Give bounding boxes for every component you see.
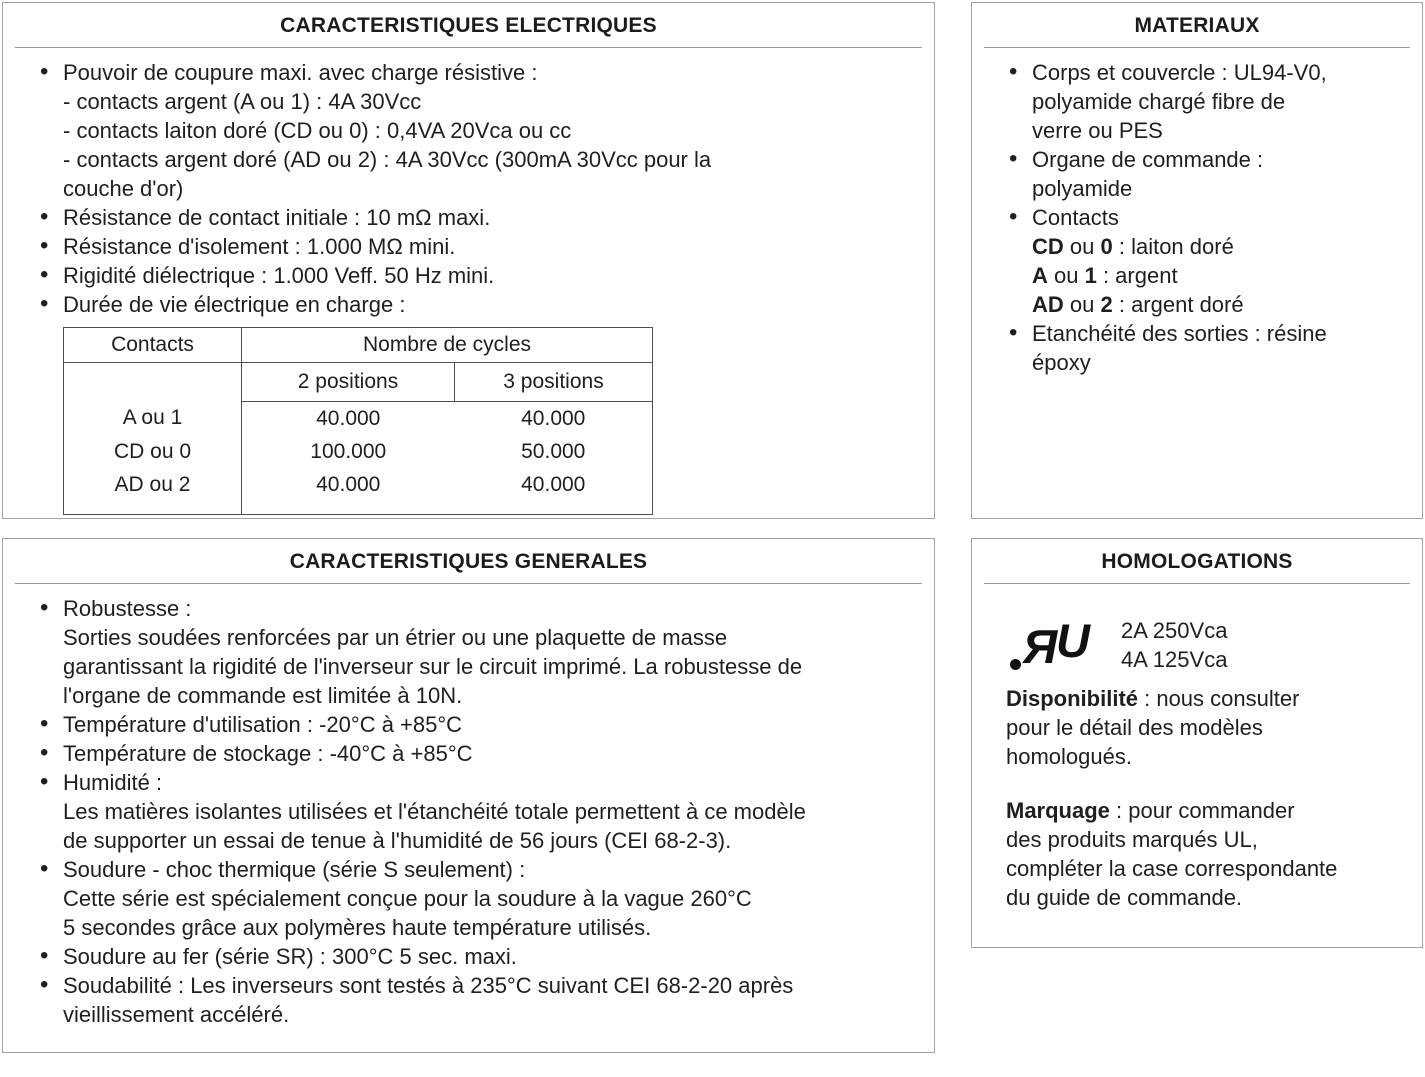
text-span: - contacts laiton doré (CD ou 0) : 0,4VA 20Vca ou cc: [63, 118, 572, 143]
text-span: : laiton doré: [1112, 234, 1234, 259]
table-subheader-3-positions: 3 positions: [455, 363, 653, 402]
text-line: [3, 174, 934, 203]
text-span: Cette série est spécialement conçue pour la soudure à la vague 260°C: [63, 886, 752, 911]
text-line: [3, 623, 934, 652]
text-span: Contacts: [1032, 205, 1119, 230]
text-span: : pour commander: [1109, 798, 1295, 823]
text-span: 5 secondes grâce aux polymères haute température utilisés.: [63, 915, 652, 940]
bold-text: 1: [1084, 263, 1097, 288]
bullet-marker: •: [1009, 319, 1018, 346]
text-line: [3, 681, 934, 710]
text-span: verre ou PES: [1032, 118, 1163, 143]
table-cell-value: 40.000: [316, 472, 381, 496]
panel-title-materiaux: MATERIAUX: [1134, 14, 1260, 37]
text-line: [3, 710, 934, 739]
text-line: [972, 825, 1422, 854]
title-underline: [15, 583, 922, 584]
table-header-contacts: Contacts: [64, 328, 242, 363]
bullet-marker: •: [40, 290, 49, 317]
general-body: [3, 594, 934, 1029]
text-span: garantissant la rigidité de l'inverseur sur le circuit imprimé. La robustesse de: [63, 654, 803, 679]
text-span: compléter la case correspondante: [1006, 856, 1338, 881]
text-line: [3, 87, 934, 116]
text-span: des produits marqués UL,: [1006, 827, 1258, 852]
table-cell-empty: [455, 501, 653, 515]
bullet-marker: •: [40, 594, 49, 621]
bold-text: Disponibilité: [1006, 686, 1138, 711]
text-span: couche d'or): [63, 176, 184, 201]
text-line: [3, 203, 934, 232]
materials-body: [972, 58, 1422, 377]
panel-title-homologations: HOMOLOGATIONS: [1101, 550, 1293, 573]
text-span: Résistance de contact initiale : 10 mΩ maxi.: [63, 205, 491, 230]
text-span: Soudabilité : Les inverseurs sont testés à 235°C suivant CEI 68-2-20 après: [63, 973, 794, 998]
homologations-body: [972, 614, 1422, 912]
text-span: Température d'utilisation : -20°C à +85°C: [63, 712, 463, 737]
text-line: [972, 203, 1422, 232]
table-cell-value: 50.000: [521, 439, 586, 463]
text-line: [3, 826, 934, 855]
table-cell-label: CD ou 0: [64, 435, 242, 468]
bullet-marker: •: [40, 261, 49, 288]
text-line: [3, 942, 934, 971]
text-line: [3, 739, 934, 768]
text-line: [972, 319, 1422, 348]
text-span: Soudure - choc thermique (série S seulement) :: [63, 857, 526, 882]
text-span: ou: [1063, 234, 1101, 259]
text-line: [3, 971, 934, 1000]
text-span: polyamide: [1032, 176, 1133, 201]
text-line: [3, 652, 934, 681]
text-line: [972, 58, 1422, 87]
text-span: ou: [1063, 292, 1101, 317]
bullet-marker: •: [40, 942, 49, 969]
text-span: : argent doré: [1112, 292, 1244, 317]
text-line: [972, 348, 1422, 377]
bold-text: Marquage: [1006, 798, 1110, 823]
text-line: [972, 883, 1422, 912]
bold-text: AD: [1032, 292, 1064, 317]
ul-rating-line: 2A 250Vca: [1121, 618, 1228, 643]
text-span: - contacts argent (A ou 1) : 4A 30Vcc: [63, 89, 422, 114]
ul-mark-dot: [1010, 659, 1021, 670]
electrical-body: [3, 58, 934, 319]
panel-title-generales: CARACTERISTIQUES GENERALES: [289, 550, 648, 573]
text-line: [3, 116, 934, 145]
text-span: Organe de commande :: [1032, 147, 1264, 172]
text-span: Humidité :: [63, 770, 163, 795]
text-line: [972, 854, 1422, 883]
text-span: Pouvoir de coupure maxi. avec charge résistive :: [63, 60, 538, 85]
text-span: Sorties soudées renforcées par un étrier ou une plaquette de masse: [63, 625, 728, 650]
panel-homologations: [971, 538, 1423, 948]
text-line: [3, 58, 934, 87]
text-span: l'organe de commande est limitée à 10N.: [63, 683, 463, 708]
bullet-marker: •: [40, 739, 49, 766]
text-line: [3, 594, 934, 623]
panel-caracteristiques-generales: [2, 538, 935, 1053]
title-underline: [15, 47, 922, 48]
ul-rating-row: [972, 614, 1422, 675]
text-span: homologués.: [1006, 744, 1132, 769]
table-cell-value: 100.000: [310, 439, 387, 463]
table-cell-label: AD ou 2: [64, 468, 242, 501]
bullet-marker: •: [40, 768, 49, 795]
text-span: vieillissement accéléré.: [63, 1002, 290, 1027]
text-span: pour le détail des modèles: [1006, 715, 1263, 740]
text-line: [3, 232, 934, 261]
text-span: époxy: [1032, 350, 1091, 375]
cycles-table: [63, 327, 653, 515]
panel-materiaux: [971, 2, 1423, 519]
ul-ratings: [1121, 616, 1227, 674]
ul-mark-reversed-r: Я: [1023, 620, 1058, 673]
text-span: de supporter un essai de tenue à l'humidité de 56 jours (CEI 68-2-3).: [63, 828, 732, 853]
ul-mark-u: U: [1056, 614, 1090, 667]
text-line: [972, 261, 1422, 290]
text-span: Soudure au fer (série SR) : 300°C 5 sec. maxi.: [63, 944, 517, 969]
bullet-marker: •: [40, 58, 49, 85]
table-header-nombre-de-cycles: Nombre de cycles: [242, 328, 653, 363]
table-cell-label: A ou 1: [64, 402, 242, 436]
text-span: Résistance d'isolement : 1.000 MΩ mini.: [63, 234, 456, 259]
text-span: Etanchéité des sorties : résine: [1032, 321, 1327, 346]
text-span: polyamide chargé fibre de: [1032, 89, 1286, 114]
bold-text: 2: [1100, 292, 1113, 317]
bold-text: CD: [1032, 234, 1064, 259]
table-cell-empty: [64, 363, 242, 402]
bold-text: 0: [1100, 234, 1113, 259]
text-span: Rigidité diélectrique : 1.000 Veff. 50 Hz mini.: [63, 263, 495, 288]
text-line: [3, 290, 934, 319]
text-span: Température de stockage : -40°C à +85°C: [63, 741, 473, 766]
text-line: [3, 855, 934, 884]
panel-caracteristiques-electriques: [2, 2, 935, 519]
table-row: [64, 468, 653, 501]
bullet-marker: •: [40, 710, 49, 737]
text-line: [972, 145, 1422, 174]
bullet-marker: •: [40, 971, 49, 998]
text-span: Durée de vie électrique en charge :: [63, 292, 406, 317]
text-span: Robustesse :: [63, 596, 192, 621]
text-line: [3, 797, 934, 826]
panel-title-electriques: CARACTERISTIQUES ELECTRIQUES: [280, 14, 657, 37]
bullet-marker: •: [1009, 203, 1018, 230]
table-cell-empty: [242, 501, 455, 515]
text-span: Corps et couvercle : UL94-V0,: [1032, 60, 1327, 85]
text-span: - contacts argent doré (AD ou 2) : 4A 30Vcc (300mA 30Vcc pour la: [63, 147, 712, 172]
title-underline: [984, 47, 1410, 48]
table-cell-value: 40.000: [316, 406, 381, 430]
text-span: : nous consulter: [1138, 686, 1300, 711]
bullet-marker: •: [40, 232, 49, 259]
bullet-marker: •: [40, 855, 49, 882]
text-line: [3, 261, 934, 290]
text-span: ou: [1047, 263, 1085, 288]
ul-recognized-mark-icon: [1010, 614, 1090, 675]
table-row: [64, 402, 653, 436]
text-line: [3, 145, 934, 174]
table-row: [64, 435, 653, 468]
bullet-marker: •: [40, 203, 49, 230]
title-underline: [984, 583, 1410, 584]
text-line: [972, 87, 1422, 116]
text-line: [3, 884, 934, 913]
text-span: : argent: [1096, 263, 1178, 288]
text-line: [972, 796, 1422, 825]
text-line: [3, 768, 934, 797]
text-span: du guide de commande.: [1006, 885, 1243, 910]
text-span: Les matières isolantes utilisées et l'étanchéité totale permettent à ce modèle: [63, 799, 806, 824]
text-line: [972, 232, 1422, 261]
table-cell-value: 40.000: [521, 472, 586, 496]
text-line: [972, 174, 1422, 203]
text-line: [972, 742, 1422, 771]
text-line: [3, 1000, 934, 1029]
table-subheader-2-positions: 2 positions: [242, 363, 455, 402]
bullet-marker: •: [1009, 58, 1018, 85]
text-line: [972, 713, 1422, 742]
bold-text: A: [1032, 263, 1048, 288]
table-cell-value: 40.000: [521, 406, 586, 430]
text-line: [972, 290, 1422, 319]
text-line: [972, 116, 1422, 145]
text-line: [3, 913, 934, 942]
text-line: [972, 684, 1422, 713]
bullet-marker: •: [1009, 145, 1018, 172]
ul-rating-line: 4A 125Vca: [1121, 647, 1228, 672]
table-cell-empty: [64, 501, 242, 515]
homologations-text: [972, 684, 1422, 912]
